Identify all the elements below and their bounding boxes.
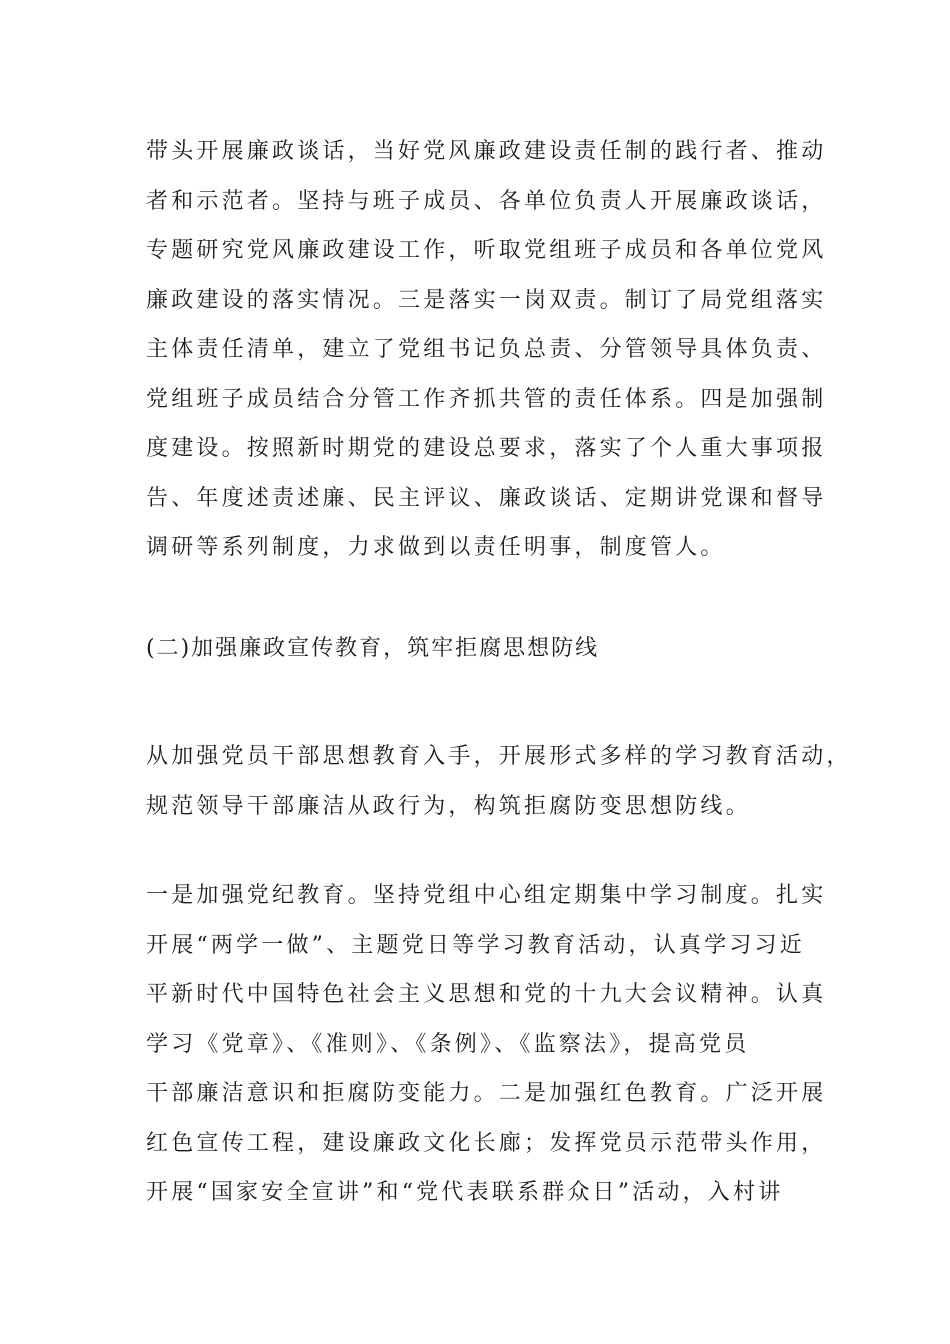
paragraph-line: 廉政建设的落实情况。三是落实一岗双责。制订了局党组落实 [146,287,827,313]
paragraph-line: 党组班子成员结合分管工作齐抓共管的责任体系。四是加强制 [146,386,827,412]
section-heading-block [146,624,836,674]
body-paragraph-1 [146,127,836,573]
body-paragraph-3 [146,871,836,1218]
paragraph-line: 者和示范者。坚持与班子成员、各单位负责人开展廉政谈话， [146,188,827,214]
paragraph-line: 主体责任清单，建立了党组书记负总责、分管领导具体负责、 [146,337,827,362]
paragraph-line: 从加强党员干部思想教育入手，开展形式多样的学习教育活动， [146,744,852,769]
paragraph-line: 一是加强党纪教育。坚持党组中心组定期集中学习制度。扎实 [146,883,827,908]
paragraph-line: 专题研究党风廉政建设工作，听取党组班子成员和各单位党风 [146,238,827,263]
paragraph-line: 红色宣传工程，建设廉政文化长廊；发挥党员示范带头作用， [146,1130,827,1156]
paragraph-line: 开展“两学一做”、主题党日等学习教育活动，认真学习习近 [146,932,805,958]
paragraph-line: 开展“国家安全宣讲”和“党代表联系群众日”活动，入村讲 [146,1180,784,1205]
paragraph-line: 调研等系列制度，力求做到以责任明事，制度管人。 [146,535,726,560]
paragraph-line: 干部廉洁意识和拒腐防变能力。二是加强红色教育。广泛开展 [146,1081,827,1106]
paragraph-line: 规范领导干部廉洁从政行为，构筑拒腐防变思想防线。 [146,793,751,819]
paragraph-line: 带头开展廉政谈话，当好党风廉政建设责任制的践行者、推动 [146,139,827,164]
paragraph-line: 度建设。按照新时期党的建设总要求，落实了个人重大事项报 [146,436,827,461]
body-paragraph-2 [146,732,852,831]
section-heading: (二)加强廉政宣传教育，筑牢拒腐思想防线 [146,636,600,661]
paragraph-line: 平新时代中国特色社会主义思想和党的十九大会议精神。认真 [146,982,827,1007]
paragraph-line: 告、年度述责述廉、民主评议、廉政谈话、定期讲党课和督导 [146,485,827,511]
paragraph-line: 学习《党章》、《准则》、《条例》、《监察法》，提高党员 [146,1031,750,1057]
